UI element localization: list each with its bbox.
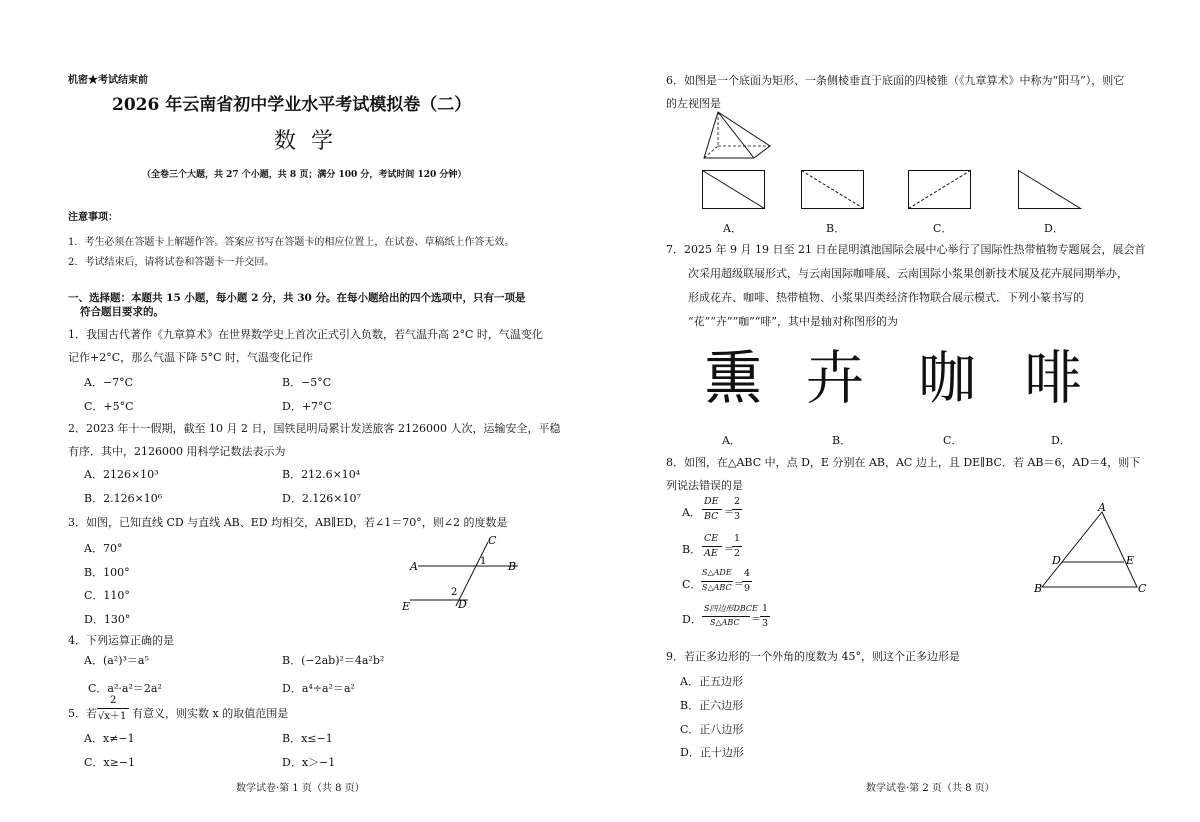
q6-view-b bbox=[801, 170, 865, 210]
q5-option-b: B．x≤−1 bbox=[282, 732, 333, 745]
q2-option-b: B．212.6×10⁴ bbox=[282, 468, 361, 481]
notes-heading: 注意事项： bbox=[68, 212, 118, 223]
q6-option-b: B． bbox=[826, 222, 846, 235]
question-1-cont: 记作+2°C，那么气温下降 5°C 时，气温变化记作 bbox=[68, 351, 314, 364]
q6-view-a bbox=[702, 170, 766, 210]
subject-title: 数 学 bbox=[274, 129, 337, 154]
q8-option-c-letter: C． bbox=[682, 578, 702, 591]
q2-option-a: A．2126×10³ bbox=[84, 468, 159, 481]
q2-option-c: B．2.126×10⁶ bbox=[84, 492, 163, 505]
q4-option-c: C．a²·a²＝2a² bbox=[88, 682, 162, 695]
q1-option-a: A．−7°C bbox=[84, 376, 134, 389]
q8-option-b-num: CE bbox=[704, 533, 719, 544]
q3-option-b: B．100° bbox=[84, 566, 130, 579]
page-2: 6．如图是一个底面为矩形、一条侧棱垂直于底面的四棱锥（《九章算术》中称为“阳马”），则它 的左视图是 A． B． C． D． 7．2025 年 9 月 19 日至 21 日在昆明滇池国际会展中心举行了国际性热带植物专题展会，展会首 次采用超级联展形式，与云南国际咖啡展、云南国际小浆果创新技术展及花卉展同期举办， 形成花卉、咖啡、热带植物、小浆果四类经济作物联合展示模式．下列小篆书写的 “花”“卉”“咖”“啡”，其中是轴对称图形的为 𤋱 卉 咖 啡 A． B． C． D． 8．如图，在△ABC 中，点 D，E 分别在 AB，AC 边上，且 DE∥BC．若 AB＝6，AD＝4，则下 列说法错误的是 A． DE BC ＝ 2 3 B． CE AE ＝ 1 2 C． S△ADE S△ABC ＝ 4 9 D． S四边形DBCE S△ABC ＝ 1 3 A D E B C 9．若正多边形的一个外角的度数为 45°，则这个正多边形是 A．正五边形 B．正六边形 C．正八边形 D．正十边形 数学试卷·第 2 页（共 8 页） bbox=[600, 0, 1200, 822]
seal-glyph-hua: 𤋱 bbox=[704, 344, 763, 412]
question-2: 2．2023 年十一假期，截至 10 月 2 日，国铁昆明局累计发送旅客 2126000 人次，运输安全，平稳 bbox=[68, 422, 561, 435]
q8-label-c: C bbox=[1138, 582, 1147, 595]
question-7-line-3: 形成花卉、咖啡、热带植物、小浆果四类经济作物联合展示模式．下列小篆书写的 bbox=[688, 291, 1084, 304]
q5-numerator: 2 bbox=[110, 695, 117, 706]
q6-view-c bbox=[908, 170, 972, 210]
question-1: 1．我国古代著作《九章算术》在世界数学史上首次正式引入负数，若气温升高 2°C 时，气温变化 bbox=[68, 328, 543, 341]
question-2-cont: 有序．其中，2126000 用科学记数法表示为 bbox=[68, 445, 286, 458]
q3-option-d: D．130° bbox=[84, 613, 131, 626]
q8-option-b-letter: B． bbox=[682, 543, 702, 556]
q3-option-a: A．70° bbox=[84, 542, 123, 555]
q3-label-c: C bbox=[488, 534, 497, 547]
question-7: 7．2025 年 9 月 19 日至 21 日在昆明滇池国际会展中心举行了国际性热带植物专题展会，展会首 bbox=[666, 243, 1146, 256]
q4-option-d: D．a⁴÷a²＝a² bbox=[282, 682, 355, 695]
q9-option-d: D．正十边形 bbox=[680, 746, 744, 759]
secret-label: 机密★考试结束前 bbox=[68, 75, 148, 86]
q1-option-d: D．+7°C bbox=[282, 400, 332, 413]
q8-option-b-rhs-den: 2 bbox=[734, 548, 741, 559]
q8-option-d-den: S△ABC bbox=[710, 618, 740, 627]
q6-option-a: A． bbox=[723, 222, 742, 235]
question-6: 6．如图是一个底面为矩形、一条侧棱垂直于底面的四棱锥（《九章算术》中称为“阳马”），则它 bbox=[666, 74, 1125, 87]
q5-fraction-bar bbox=[97, 708, 129, 709]
q8-option-a-rhs-den: 3 bbox=[734, 511, 741, 522]
q8-option-d-letter: D． bbox=[682, 613, 702, 626]
section-1-heading: 一、选择题：本题共 15 小题，每小题 2 分，共 30 分。在每小题给出的四个选项中，只有一项是 bbox=[68, 292, 526, 304]
q3-label-2: 2 bbox=[451, 587, 458, 598]
question-8-cont: 列说法错误的是 bbox=[666, 479, 743, 492]
q9-option-c: C．正八边形 bbox=[680, 723, 744, 736]
q8-option-a-rhs-num: 2 bbox=[734, 496, 741, 507]
question-5-cont: 有意义，则实数 x 的取值范围是 bbox=[132, 707, 289, 720]
q9-option-b: B．正六边形 bbox=[680, 699, 744, 712]
note-2: 2．考试结束后，请将试卷和答题卡一并交回。 bbox=[68, 257, 275, 268]
q5-option-a: A．x≠−1 bbox=[84, 732, 135, 745]
question-6-cont: 的左视图是 bbox=[666, 97, 721, 110]
seal-glyph-hui: 卉 bbox=[806, 344, 865, 412]
q5-option-c: C．x≥−1 bbox=[84, 756, 136, 769]
question-7-line-2: 次采用超级联展形式，与云南国际咖啡展、云南国际小浆果创新技术展及花卉展同期举办， bbox=[688, 267, 1128, 280]
q8-option-d-num: S四边形DBCE bbox=[704, 604, 758, 613]
q8-label-d: D bbox=[1052, 554, 1061, 567]
seal-glyph-fei: 啡 bbox=[1024, 344, 1083, 412]
question-5: 5．若 bbox=[68, 707, 97, 720]
section-1-heading-cont: 符合题目要求的。 bbox=[80, 306, 164, 318]
q3-figure bbox=[398, 530, 528, 615]
q8-option-c-rhs-num: 4 bbox=[744, 568, 751, 579]
q8-option-d-rhs-num: 1 bbox=[762, 603, 769, 614]
note-1: 1．考生必须在答题卡上解题作答。答案应书写在答题卡的相应位置上，在试卷、草稿纸上作答无效。 bbox=[68, 237, 515, 248]
page-1-footer: 数学试卷·第 1 页（共 8 页） bbox=[236, 783, 365, 794]
question-8: 8．如图，在△ABC 中，点 D，E 分别在 AB，AC 边上，且 DE∥BC．若 AB＝6，AD＝4，则下 bbox=[666, 456, 1141, 469]
q3-label-b: B bbox=[508, 560, 517, 573]
q8-option-c-rhs-den: 9 bbox=[744, 583, 751, 594]
q8-option-b-den: AE bbox=[704, 548, 718, 559]
page-2-footer: 数学试卷·第 2 页（共 8 页） bbox=[866, 783, 995, 794]
q7-option-d: D． bbox=[1051, 434, 1071, 447]
q7-option-a: A． bbox=[722, 434, 741, 447]
q8-label-a: A bbox=[1098, 501, 1106, 514]
q8-label-b: B bbox=[1034, 582, 1043, 595]
q7-option-c: C． bbox=[943, 434, 963, 447]
q8-option-c-den: S△ABC bbox=[702, 583, 732, 592]
q8-option-b-rhs-num: 1 bbox=[734, 533, 741, 544]
q1-option-c: C．+5°C bbox=[84, 400, 134, 413]
q5-denominator: √x＋1 bbox=[98, 711, 127, 722]
q3-option-c: C．110° bbox=[84, 589, 130, 602]
exam-title: 2026 年云南省初中学业水平考试模拟卷（二） bbox=[112, 95, 472, 115]
q8-option-d-rhs-den: 3 bbox=[762, 618, 769, 629]
q4-option-b: B．(−2ab)²＝4a²b² bbox=[282, 654, 385, 667]
question-3: 3．如图，已知直线 CD 与直线 AB、ED 均相交，AB∥ED，若∠1＝70°，则∠2 的度数是 bbox=[68, 516, 508, 529]
q8-label-e: E bbox=[1126, 554, 1135, 567]
question-4: 4．下列运算正确的是 bbox=[68, 634, 174, 647]
q9-option-a: A．正五边形 bbox=[680, 675, 743, 688]
q3-label-e: E bbox=[402, 600, 411, 613]
q1-option-b: B．−5°C bbox=[282, 376, 332, 389]
q3-label-1: 1 bbox=[480, 556, 487, 567]
q8-option-a-num: DE bbox=[704, 496, 719, 507]
q3-label-a: A bbox=[410, 560, 418, 573]
question-7-line-4: “花”“卉”“咖”“啡”，其中是轴对称图形的为 bbox=[688, 315, 898, 328]
q8-option-a-letter: A． bbox=[682, 506, 701, 519]
q8-triangle-figure bbox=[1032, 502, 1152, 598]
q8-option-c-num: S△ADE bbox=[702, 568, 732, 577]
q3-label-d: D bbox=[458, 598, 467, 611]
q7-option-b: B． bbox=[832, 434, 852, 447]
q6-option-d: D． bbox=[1044, 222, 1064, 235]
q5-option-d: D．x＞−1 bbox=[282, 756, 336, 769]
q6-pyramid-figure bbox=[700, 110, 776, 162]
question-9: 9．若正多边形的一个外角的度数为 45°，则这个正多边形是 bbox=[666, 650, 960, 663]
seal-glyph-ka: 咖 bbox=[918, 344, 977, 412]
q6-option-c: C． bbox=[933, 222, 953, 235]
q6-view-d bbox=[1018, 170, 1082, 210]
q4-option-a: A．(a²)³＝a⁵ bbox=[84, 654, 149, 667]
q8-option-a-den: BC bbox=[704, 511, 719, 522]
q2-option-d: D．2.126×10⁷ bbox=[282, 492, 361, 505]
exam-info: （全卷三个大题，共 27 个小题，共 8 页；满分 100 分，考试时间 120 分钟） bbox=[142, 170, 467, 180]
